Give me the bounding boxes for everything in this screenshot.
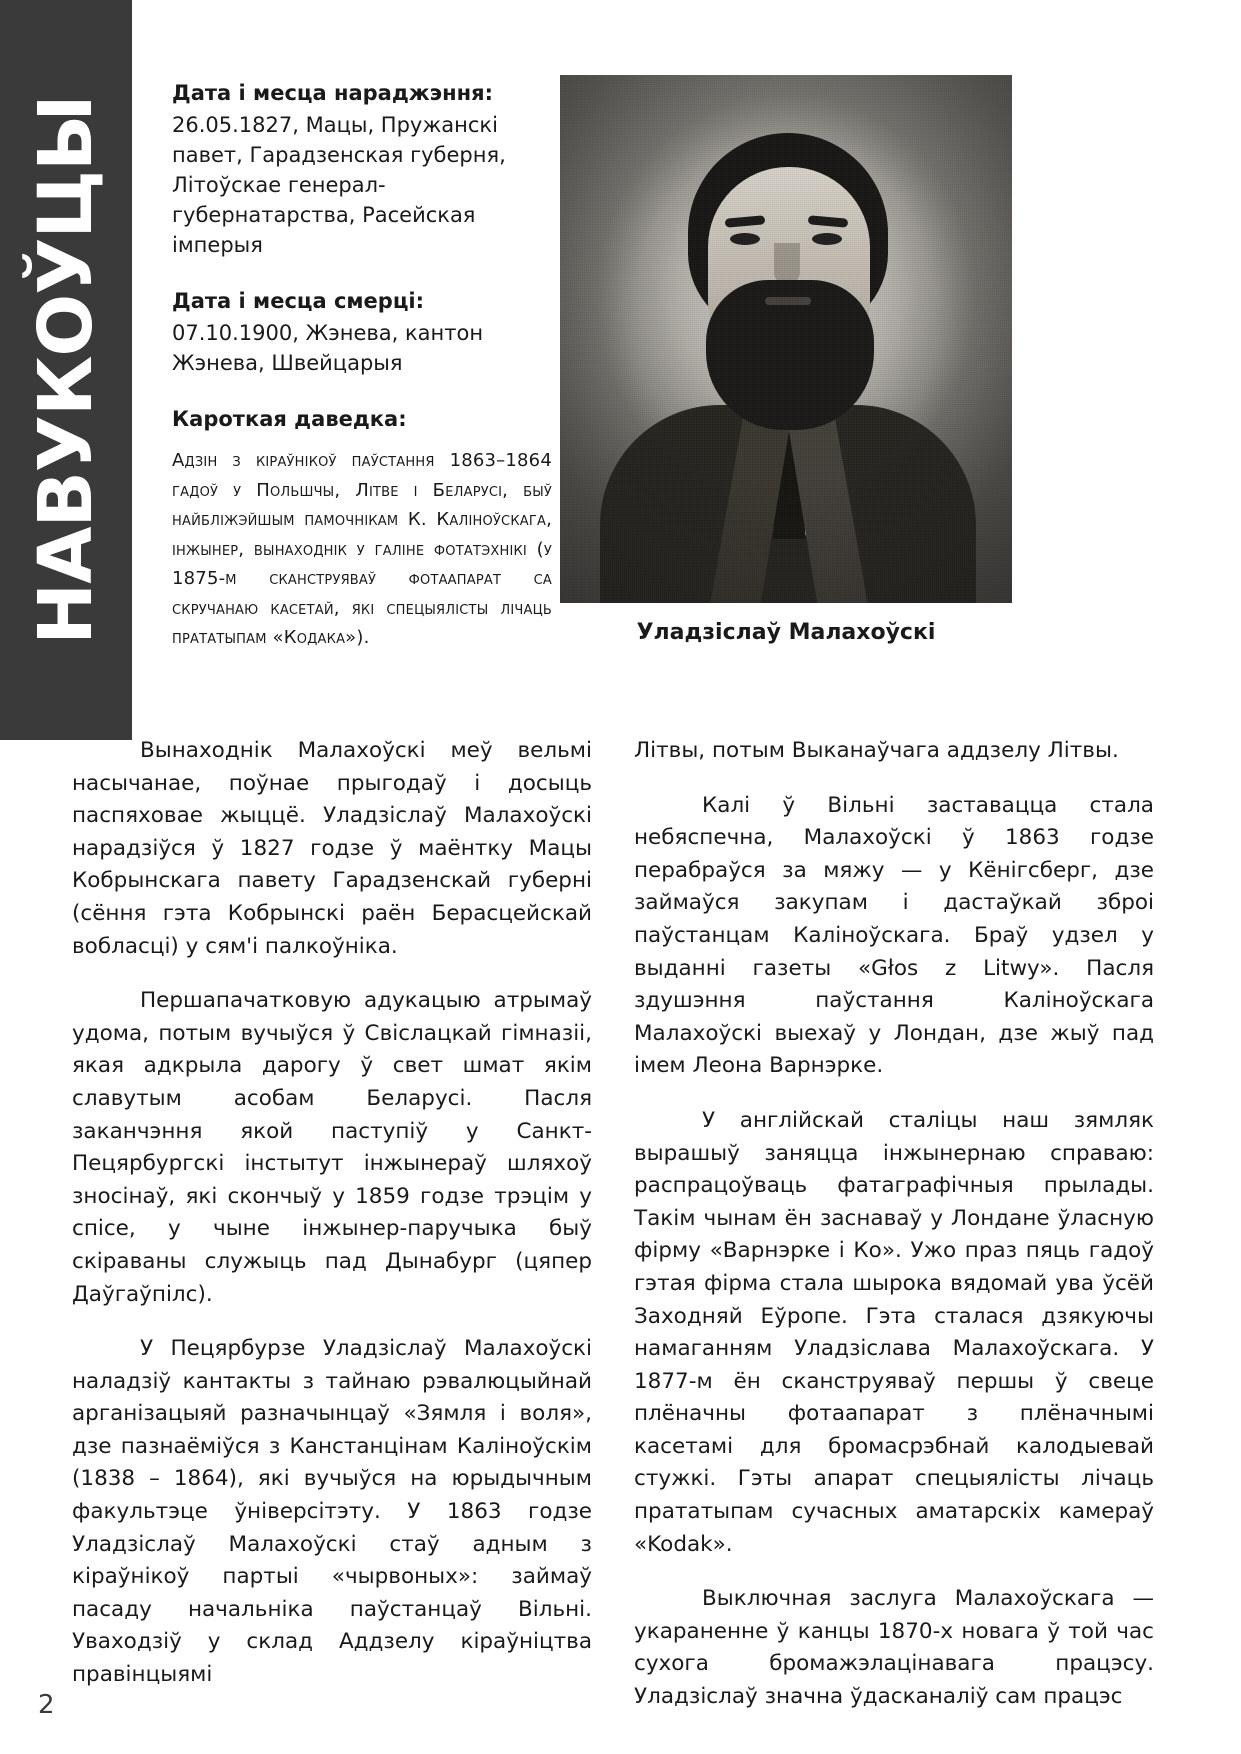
death-label: Дата і месца смерці: bbox=[172, 289, 424, 313]
portrait-vignette bbox=[560, 75, 1012, 603]
portrait-caption: Уладзіслаў Малахоўскі bbox=[636, 620, 936, 645]
paragraph: Літвы, потым Выканаўчага аддзелу Літвы. bbox=[634, 738, 1119, 763]
section-tab bbox=[0, 0, 132, 740]
paragraph: Выключная заслуга Малахоўскага — укараненне ў канцы 1870-х новага ў той час сухога бромажэлацінавага працэсу. Уладзіслаў значна ўдасканаліў сам працэс bbox=[634, 1586, 1154, 1710]
paragraph: Першапачатковую адукацыю атрымаў удома, потым вучыўся ў Свіслацкай гімназіі, якая адкрыла дарогу ў свет шмат якім славутым асобам Беларусі. Пасля заканчэння якой паступіў у Санкт-Пецярбургскі інстытут інжынераў шляхоў зносінаў, які скончыў у 1859 годзе трэцім у спісе, у чыне інжынер-паручыка быў скіраваны служыць пад Дынабург (цяпер Даўгаўпілс). bbox=[72, 988, 592, 1307]
paragraph: У англійскай сталіцы наш зямляк вырашыў заняцца інжынернаю справаю: распрацоўваць фатаграфічныя прылады. Такім чынам ён заснаваў у Лондане ўласную фірму «Варнэрке і Ко». Ужо праз пяць гадоў гэтая фірма стала шырока вядомай ува ўсёй Заходняй Еўропе. Гэта сталася дзякуючы намаганням Уладзіслава Малахоўскага. У 1877-м ён сканструяваў першы ў свеце плёначны фотаапарат з плёначнымі касетамі для бромасрэбнай калодыевай стужкі. Гэты апарат спецыялісты лічаць прататыпам сучасных аматарскіх камераў «Kodak». bbox=[634, 1107, 1154, 1557]
portrait-figure bbox=[560, 75, 1012, 647]
right-text-column bbox=[634, 735, 1154, 1714]
paragraph: У Пецярбурзе Уладзіслаў Малахоўскі наладзіў кантакты з тайнаю рэвалюцыйнай арганізацыяй разначынцаў «Зямля і воля», дзе пазнаёміўся з Канстанцінам Каліноўскім (1838 – 1864), які вучыўся на юрыдычным факультэце ўніверсітэту. У 1863 годзе Уладзіслаў Малахоўскі стаў адным з кіраўнікоў партыі «чырвоных»: займаў пасаду начальніка паўстанцаў Вільні. Уваходзіў у склад Аддзелу кіраўніцтва правінцыямі bbox=[72, 1336, 592, 1688]
summary-text: Адзін з кіраўнікоў паўстання 1863–1864 гадоў у Польшчы, Літве і Беларусі, быў найбліжэйшым памочнікам К. Каліноўскага, інжынер, вынаходнік у галіне фотатэхнікі (у 1875-м сканструяваў фотаапарат са скручанаю касетай, які спецыялісты лічаць прататыпам «Кодака»). bbox=[172, 450, 552, 648]
summary-label: Кароткая даведка: bbox=[172, 407, 407, 431]
page-number: 2 bbox=[38, 1690, 55, 1720]
section-tab-label: НАВУКОЎЦЫ bbox=[23, 95, 109, 645]
paragraph: Вынаходнік Малахоўскі меў вельмі насычанае, поўнае прыгодаў і досыць паспяховае жыццё. Уладзіслаў Малахоўскі нарадзіўся ў 1827 годзе ў маёнтку Мацы Кобрынскага павету Гарадзенскай губерні (сёння гэта Кобрынскі раён Берасцейскай вобласці) у сям'і палкоўніка. bbox=[72, 738, 592, 959]
left-text-column bbox=[72, 735, 592, 1714]
death-value: 07.10.1900, Жэнева, кантон Жэнева, Швейцарыя bbox=[172, 321, 484, 375]
birth-label: Дата і месца нараджэння: bbox=[172, 81, 494, 105]
birth-value: 26.05.1827, Мацы, Пружанскі павет, Гарадзенская губерня, Літоўскае генерал-губернатарства, Расейская імперыя bbox=[172, 113, 506, 257]
article-body bbox=[72, 735, 1154, 1714]
portrait-photo bbox=[560, 75, 1012, 603]
paragraph: Калі ў Вільні заставацца стала небяспечна, Малахоўскі ў 1863 годзе перабраўся за мяжу — у Кёнігсберг, дзе займаўся закупам і дастаўкай зброі паўстанцам Каліноўскага. Браў удзел у выданні газеты «Głos z Litwy». Пасля здушэння паўстання Каліноўскага Малахоўскі выехаў у Лондан, дзе жыў пад імем Леона Варнэрке. bbox=[634, 792, 1154, 1079]
biography-info-block bbox=[172, 78, 552, 653]
